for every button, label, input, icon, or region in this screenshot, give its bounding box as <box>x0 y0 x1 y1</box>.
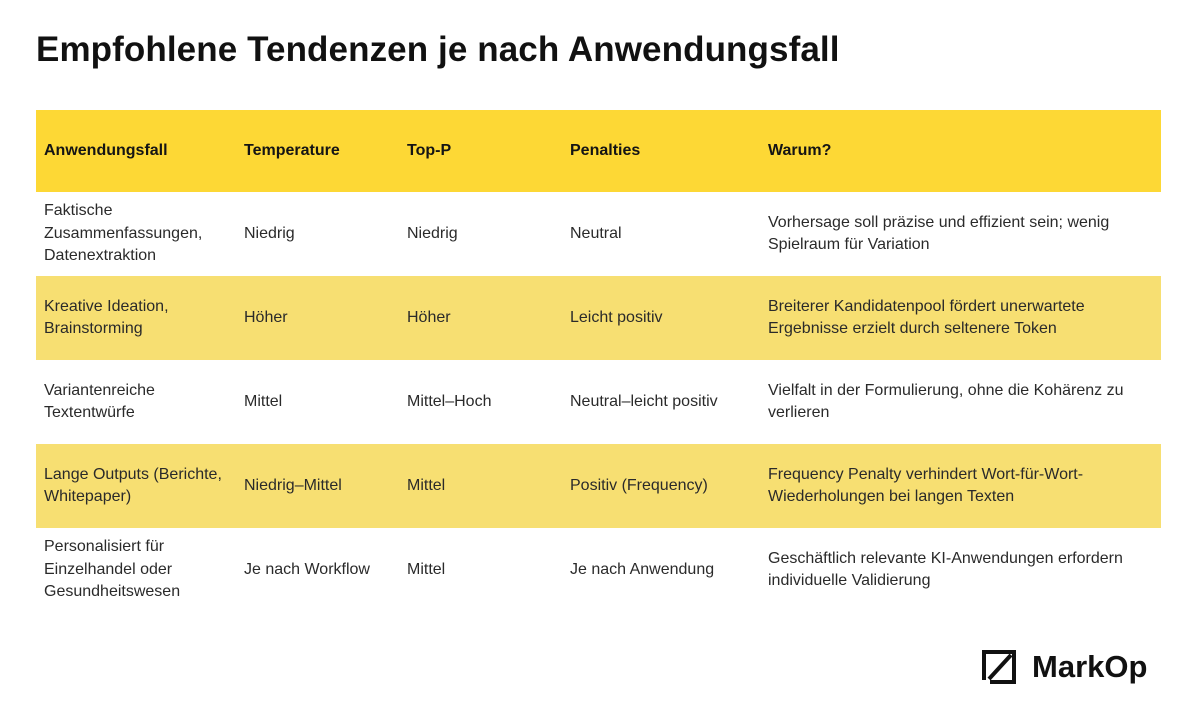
header-temperature: Temperature <box>244 141 340 159</box>
header-top-p: Top-P <box>407 141 452 159</box>
cell-warum: Breiterer Kandidatenpool fördert unerwartete Ergebnisse erzielt durch seltenere Token <box>768 297 1085 337</box>
cell-penalties: Positiv (Frequency) <box>570 476 708 494</box>
header-warum: Warum? <box>768 141 832 159</box>
cell-top-p: Niedrig <box>407 224 458 242</box>
header-anwendungsfall: Anwendungsfall <box>44 141 168 159</box>
cell-warum: Geschäftlich relevante KI-Anwendungen erfordern individuelle Validierung <box>768 549 1123 589</box>
cell-top-p: Mittel <box>407 560 446 578</box>
cell-top-p: Höher <box>407 308 451 326</box>
markop-logo-icon <box>980 648 1018 686</box>
table-row <box>36 444 1161 528</box>
table-row <box>36 360 1161 444</box>
page-title: Empfohlene Tendenzen je nach Anwendungsfall <box>36 30 840 69</box>
cell-warum: Frequency Penalty verhindert Wort-für-Wort-Wiederholungen bei langen Texten <box>768 465 1084 505</box>
cell-temperature: Höher <box>244 308 288 326</box>
table-header-row <box>36 110 1161 192</box>
cell-temperature: Niedrig <box>244 224 295 242</box>
cell-top-p: Mittel <box>407 476 446 494</box>
brand-name: MarkOp <box>1032 649 1148 684</box>
header-penalties: Penalties <box>570 141 641 159</box>
cell-penalties: Neutral <box>570 224 622 242</box>
cell-penalties: Neutral–leicht positiv <box>570 392 718 410</box>
table-row <box>36 192 1161 276</box>
cell-top-p: Mittel–Hoch <box>407 392 492 410</box>
cell-temperature: Niedrig–Mittel <box>244 476 342 494</box>
cell-warum: Vorhersage soll präzise und effizient sein; wenig Spielraum für Variation <box>768 213 1110 253</box>
table-row <box>36 276 1161 360</box>
recommendation-table <box>36 110 1161 612</box>
cell-anwendungsfall: Faktische Zusammenfassungen, Datenextraktion <box>44 202 203 265</box>
cell-anwendungsfall: Lange Outputs (Berichte, Whitepaper) <box>44 465 222 505</box>
cell-warum: Vielfalt in der Formulierung, ohne die Kohärenz zu verlieren <box>768 381 1124 421</box>
brand-logo <box>980 647 1147 687</box>
table-row <box>36 528 1161 612</box>
cell-anwendungsfall: Kreative Ideation, Brainstorming <box>44 297 169 337</box>
cell-penalties: Je nach Anwendung <box>570 560 715 578</box>
cell-penalties: Leicht positiv <box>570 308 663 326</box>
cell-temperature: Je nach Workflow <box>244 560 370 578</box>
cell-anwendungsfall: Variantenreiche Textentwürfe <box>44 381 155 421</box>
cell-temperature: Mittel <box>244 392 283 410</box>
cell-anwendungsfall: Personalisiert für Einzelhandel oder Gesundheitswesen <box>44 538 181 601</box>
